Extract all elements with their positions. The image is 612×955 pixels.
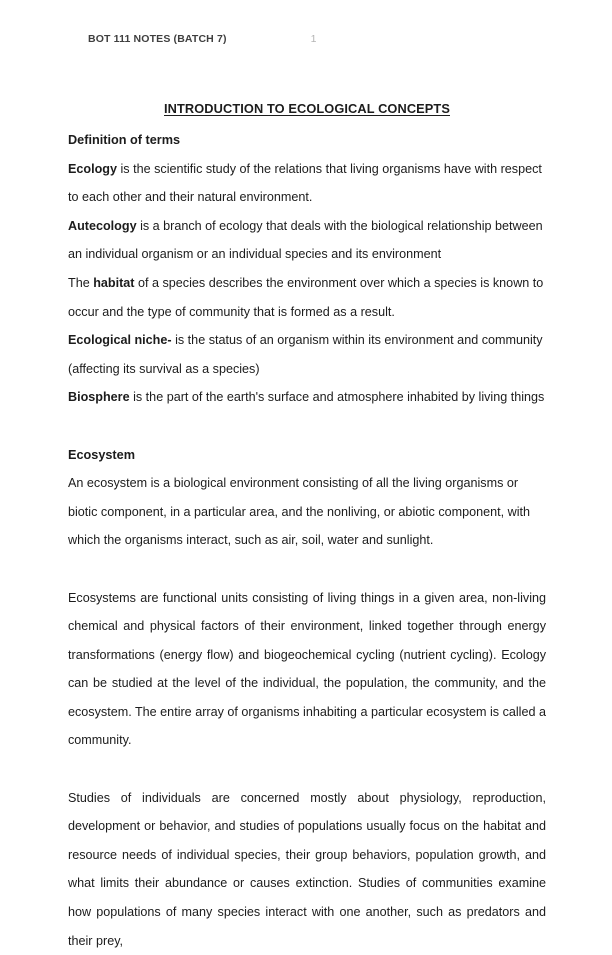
definition-entry-habitat: [68, 269, 546, 326]
definition-entry-ecology: [68, 155, 546, 212]
paragraph-gap: [68, 555, 546, 584]
paragraph-gap: [68, 755, 546, 784]
section-heading-definition-of-terms: Definition of terms: [68, 133, 181, 147]
definition-entry-ecological-niche: [68, 326, 546, 383]
ecosystem-paragraph-1: An ecosystem is a biological environment consisting of all the living organisms or biotic component, in a particular area, and the nonliving, or abiotic component, with which the organisms interact, such as air, soil, water and sunlight.: [68, 476, 531, 548]
definition-body: is the part of the earth's surface and atmosphere inhabited by living things: [129, 390, 545, 405]
definition-term: Biosphere: [68, 390, 130, 405]
header-title: BOT 111 NOTES (BATCH 7): [88, 33, 227, 45]
definition-body: of a species describes the environment over which a species is known to occur and the type of community that is formed as a result.: [68, 275, 544, 319]
section-heading-ecosystem: Ecosystem: [68, 447, 135, 462]
page-title: [68, 96, 546, 122]
page-header: [88, 33, 528, 51]
definition-term-suffix: -: [167, 333, 172, 348]
definition-body: is a branch of ecology that deals with the biological relationship between an individual organism or an individual species and its environment: [68, 218, 543, 262]
ecosystem-paragraph-3: Studies of individuals are concerned mostly about physiology, reproduction, development or behavior, and studies of populations usually focus on the habitat and resource needs of individual species, their group behaviors, population growth, and what limits their abundance or causes extinction. Studies of communities examine how populations of many species interact with one another, such as predators and their prey,: [68, 790, 546, 948]
page-title-text: INTRODUCTION TO ECOLOGICAL CONCEPTS: [164, 101, 450, 116]
section-gap: [68, 412, 546, 441]
page-number: 1: [310, 33, 317, 45]
definition-body: is the scientific study of the relations that living organisms have with respect to each other and their natural environment.: [68, 161, 542, 205]
definition-term: Ecology: [68, 161, 117, 176]
definition-entry-biosphere: [68, 383, 546, 412]
document-body: [68, 96, 546, 955]
definition-body: is the status of an organism within its environment and community (affecting its survival as a species): [68, 333, 543, 376]
definition-entry-autecology: [68, 212, 546, 269]
definition-term: Ecological niche: [68, 333, 168, 348]
definition-prefix: The: [68, 275, 94, 290]
ecosystem-paragraph-2: Ecosystems are functional units consisting of living things in a given area, non-living chemical and physical factors of their environment, linked together through energy transformations (energy flow) and biogeochemical cycling (nutrient cycling). Ecology can be studied at the level of the individual, the population, the community, and the ecosystem. The entire array of organisms inhabiting a particular ecosystem is called a community.: [68, 590, 546, 748]
definition-term: Autecology: [68, 218, 137, 233]
definition-term: habitat: [93, 275, 135, 290]
